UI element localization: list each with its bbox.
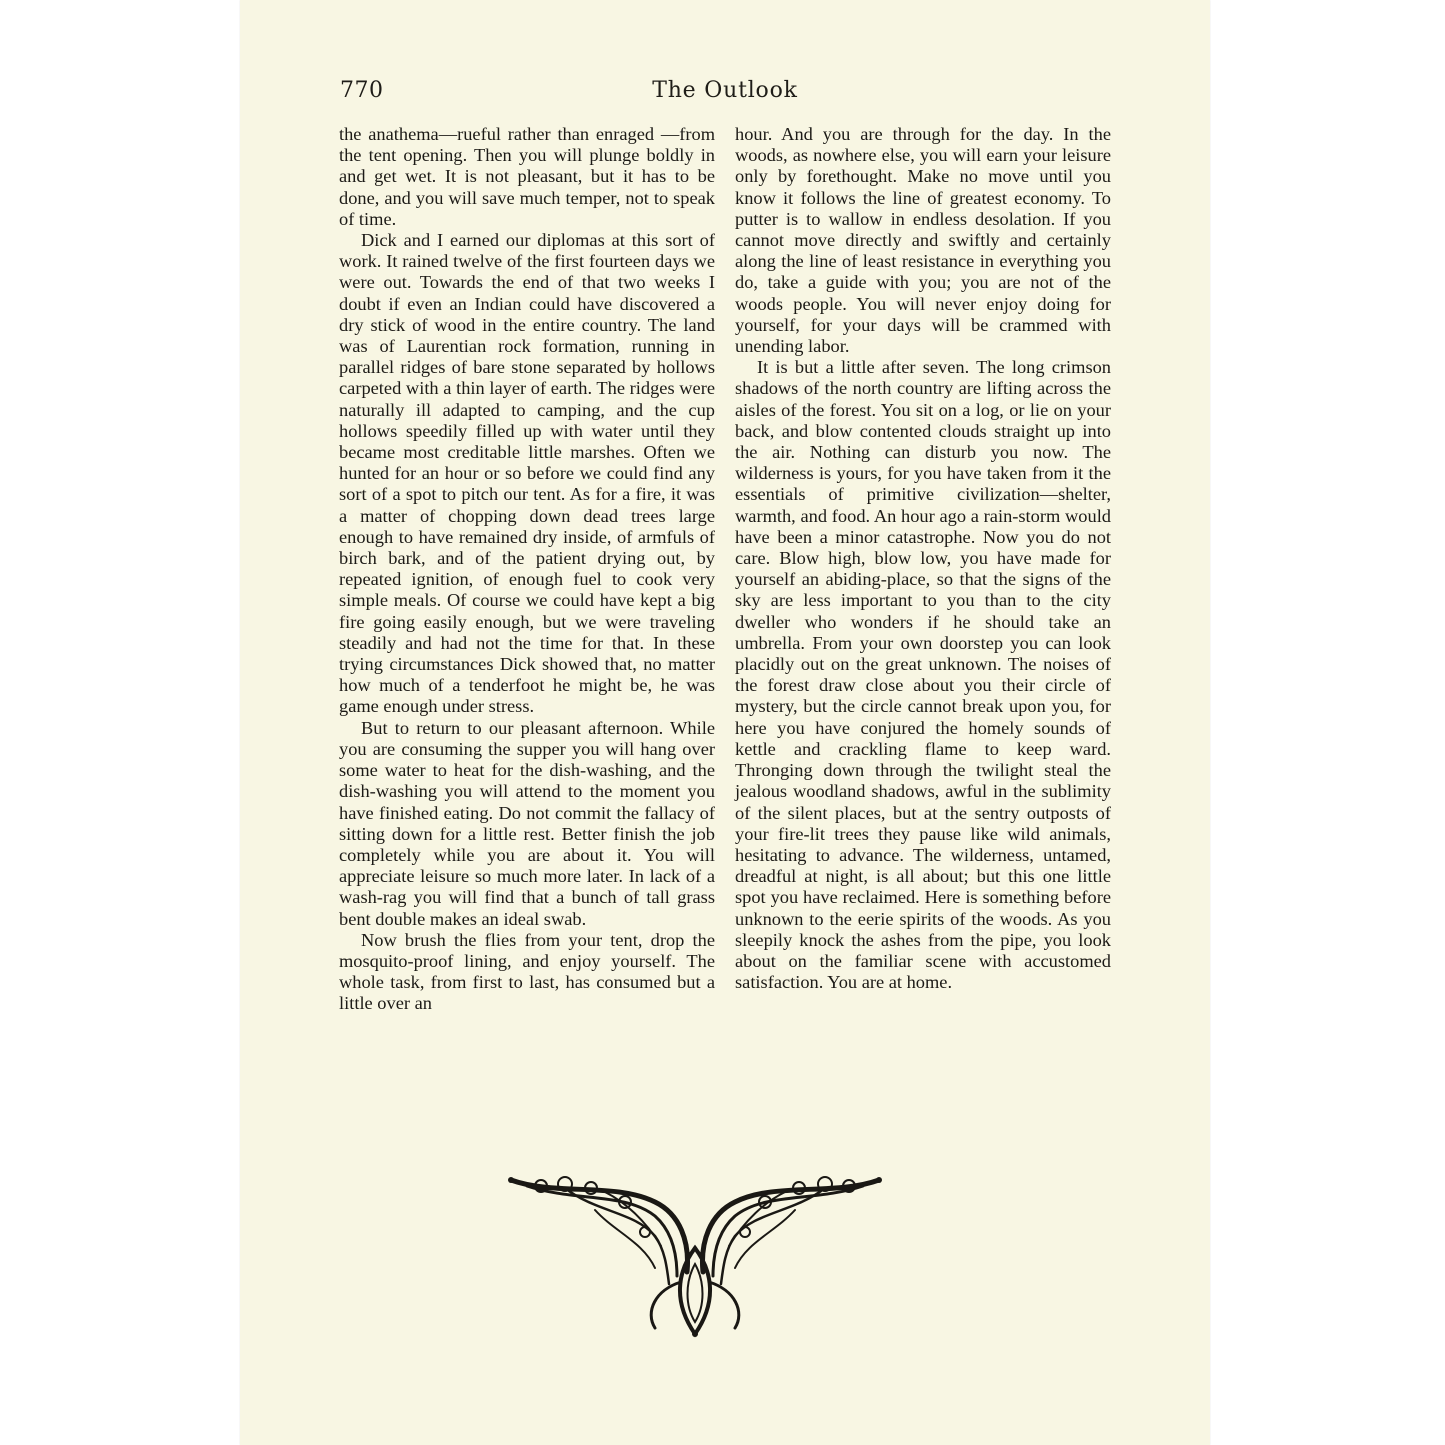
paragraph: Dick and I earned our diplomas at this sort of work. It rained twelve of the first fourteen days we were out. Towards the end of that two weeks I doubt if even an Indian could have discovered a dry stick of wood in the entire country. The land was of Laurentian rock formation, running in parallel ridges of bare stone separated by hollows carpeted with a thin layer of earth. The ridges were naturally ill adapted to camping, and the cup hollows speedily filled up with water until they became most creditable little marshes. Often we hunted for an hour or so before we could find any sort of a spot to pitch our tent. As for a fire, it was a matter of chopping down dead trees large enough to have remained dry inside, of armfuls of birch bark, and of the patient drying out, by repeated ignition, of enough fuel to cook very simple meals. Of course we could have kept a big fire going easily enough, but we were traveling steadily and had not the time for that. In these trying circumstances Dick showed that, no matter how much of a tenderfoot he might be, he was game enough under stress. — [339, 230, 715, 717]
paragraph: hour. And you are through for the day. In the woods, as nowhere else, you will earn your leisure only by forethought. Make no move until you know it follows the line of greatest economy. To putter is to wallow in endless desolation. If you cannot move directly and swiftly and certainly along the line of least resistance in everything you do, take a guide with you; you are not of the woods people. You will never enjoy doing for yourself, for your days will be crammed with unending labor. — [735, 124, 1111, 357]
page-number: 770 — [340, 78, 384, 103]
paragraph: the anathema—rueful rather than enraged —from the tent opening. Then you will plunge boldly in and get wet. It is not pleasant, but it has to be done, and you will save much temper, not to speak of time. — [339, 124, 715, 229]
book-page — [240, 0, 1210, 1445]
running-header — [240, 78, 1210, 114]
right-column — [735, 124, 1111, 993]
paragraph: Now brush the flies from your tent, drop the mosquito-proof lining, and enjoy yourself. The whole task, from first to last, has consumed but a little over an — [339, 929, 715, 1014]
paragraph: But to return to our pleasant afternoon. While you are consuming the supper you will hang over some water to heat for the dish-washing, and the dish-washing you will attend to the moment you have finished eating. Do not commit the fallacy of sitting down for a little rest. Better finish the job completely while you are about it. You will appreciate leisure so much more later. In lack of a wash-rag you will find that a bunch of tall grass bent double makes an ideal swab. — [339, 717, 715, 929]
left-column — [339, 124, 715, 1015]
floral-tailpiece-ornament-icon — [505, 1172, 885, 1340]
journal-title: The Outlook — [652, 78, 798, 103]
paragraph: It is but a little after seven. The long crimson shadows of the north country are lifting across the aisles of the forest. You sit on a log, or lie on your back, and blow contented clouds straight up into the air. Nothing can disturb you now. The wilderness is yours, for you have taken from it the essentials of primitive civilization—shelter, warmth, and food. An hour ago a rain-storm would have been a minor catastrophe. Now you do not care. Blow high, blow low, you have made for yourself an abiding-place, so that the signs of the sky are less important to you than to the city dweller who wonders if he should take an umbrella. From your own doorstep you can look placidly out on the great unknown. The noises of the forest draw close about you their circle of mystery, but the circle cannot break upon you, for here you have conjured the homely sounds of kettle and crackling flame to keep ward. Thronging down through the twilight steal the jealous woodland shadows, awful in the sublimity of the silent places, but at the sentry outposts of your fire-lit trees they pause like wild animals, hesitating to advance. The wilderness, untamed, dreadful at night, is all about; but this one little spot you have reclaimed. Here is something before unknown to the eerie spirits of the woods. As you sleepily knock the ashes from the pipe, you look about on the familiar scene with accustomed satisfaction. You are at home. — [735, 357, 1111, 993]
